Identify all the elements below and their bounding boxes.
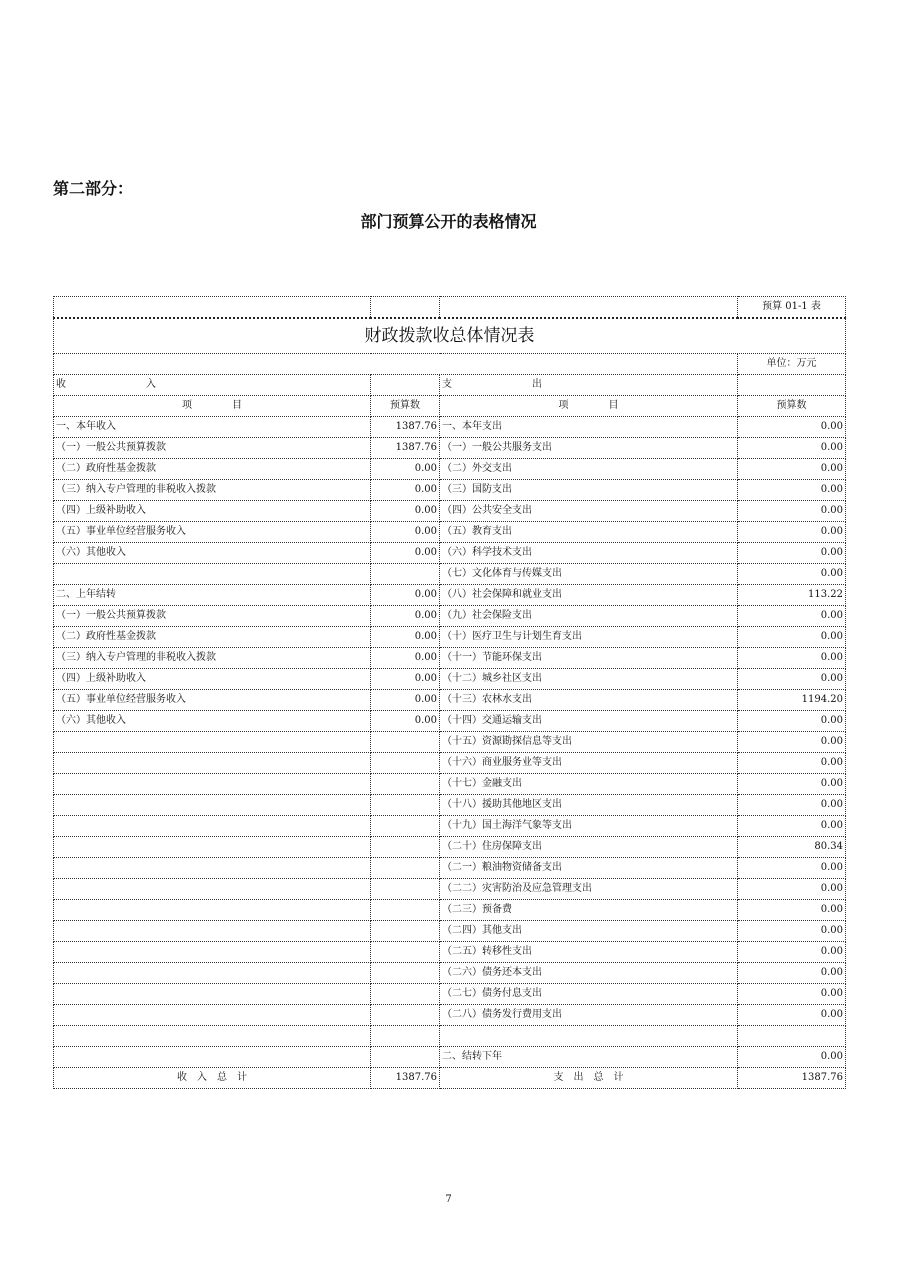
income-item: （四）上级补助收入: [54, 669, 371, 690]
expense-value: 0.00: [738, 1005, 846, 1026]
budget-table-body: [54, 297, 846, 1089]
expense-item: （十八）援助其他地区支出: [440, 795, 738, 816]
income-value: [371, 963, 440, 984]
empty-cell: [371, 297, 440, 319]
income-value: 0.00: [371, 522, 440, 543]
expense-value: 1194.20: [738, 690, 846, 711]
expense-item: （二三）预备费: [440, 900, 738, 921]
table-row: [54, 564, 846, 585]
income-item: （二）政府性基金拨款: [54, 627, 371, 648]
table-row: [54, 984, 846, 1005]
table-row: [54, 648, 846, 669]
expense-item: （十四）交通运输支出: [440, 711, 738, 732]
column-header-row: [54, 396, 846, 417]
table-row: [54, 900, 846, 921]
expense-total-label: 支 出 总 计: [440, 1068, 738, 1089]
total-row: [54, 1068, 846, 1089]
expense-header: 支 出: [440, 375, 738, 396]
empty-cell: [54, 297, 371, 319]
income-header: 收 入: [54, 375, 371, 396]
table-row: [54, 921, 846, 942]
income-value: [371, 879, 440, 900]
income-value: 0.00: [371, 459, 440, 480]
table-row: [54, 795, 846, 816]
table-row: [54, 879, 846, 900]
expense-value: 0.00: [738, 1047, 846, 1068]
unit-row: [54, 354, 846, 375]
expense-value: 0.00: [738, 501, 846, 522]
income-item: （六）其他收入: [54, 543, 371, 564]
expense-value: 0.00: [738, 669, 846, 690]
expense-item: （二）外交支出: [440, 459, 738, 480]
expense-item: （十二）城乡社区支出: [440, 669, 738, 690]
income-value: 0.00: [371, 690, 440, 711]
income-value: [371, 753, 440, 774]
expense-item: （二七）债务付息支出: [440, 984, 738, 1005]
expense-item: （四）公共安全支出: [440, 501, 738, 522]
expense-value: 0.00: [738, 648, 846, 669]
table-row: [54, 690, 846, 711]
empty-cell: [371, 375, 440, 396]
expense-value: 0.00: [738, 984, 846, 1005]
income-value: [371, 1005, 440, 1026]
section-header-row: [54, 375, 846, 396]
expense-value: 0.00: [738, 543, 846, 564]
expense-value: 0.00: [738, 753, 846, 774]
expense-value: 0.00: [738, 963, 846, 984]
income-value: [371, 984, 440, 1005]
income-total-label: 收 入 总 计: [54, 1068, 371, 1089]
income-item: [54, 900, 371, 921]
expense-item: （十三）农林水支出: [440, 690, 738, 711]
table-row: [54, 627, 846, 648]
expense-item: （十一）节能环保支出: [440, 648, 738, 669]
table-row: [54, 816, 846, 837]
income-item: [54, 774, 371, 795]
income-item: （一）一般公共预算拨款: [54, 438, 371, 459]
income-item: [54, 858, 371, 879]
expense-value: 0.00: [738, 816, 846, 837]
table-title: 财政拨款收总体情况表: [54, 318, 846, 354]
expense-total-value: 1387.76: [738, 1068, 846, 1089]
expense-value: 0.00: [738, 480, 846, 501]
income-value: [371, 900, 440, 921]
income-value: 0.00: [371, 606, 440, 627]
table-row: [54, 543, 846, 564]
table-row: [54, 669, 846, 690]
table-row: [54, 774, 846, 795]
table-row: [54, 732, 846, 753]
income-amount-header: 预算数: [371, 396, 440, 417]
expense-item: （七）文化体育与传媒支出: [440, 564, 738, 585]
expense-item: （十）医疗卫生与计划生育支出: [440, 627, 738, 648]
table-row: [54, 438, 846, 459]
income-value: [371, 1047, 440, 1068]
expense-item: （二十）住房保障支出: [440, 837, 738, 858]
income-value: [371, 858, 440, 879]
table-row: [54, 942, 846, 963]
income-item: （三）纳入专户管理的非税收入拨款: [54, 648, 371, 669]
income-item: [54, 564, 371, 585]
expense-value: 0.00: [738, 921, 846, 942]
expense-value: 0.00: [738, 627, 846, 648]
unit-label: 单位：万元: [738, 354, 846, 375]
expense-item: （二八）债务发行费用支出: [440, 1005, 738, 1026]
expense-item: （十七）金融支出: [440, 774, 738, 795]
income-item: [54, 795, 371, 816]
expense-amount-header: 预算数: [738, 396, 846, 417]
income-item: [54, 1026, 371, 1047]
table-row: [54, 417, 846, 438]
income-value: [371, 1026, 440, 1047]
income-item: [54, 984, 371, 1005]
income-value: 1387.76: [371, 438, 440, 459]
table-row: [54, 1047, 846, 1068]
table-row: [54, 459, 846, 480]
table-row: [54, 963, 846, 984]
income-item: （六）其他收入: [54, 711, 371, 732]
expense-value: 113.22: [738, 585, 846, 606]
expense-item: [440, 1026, 738, 1047]
income-value: 0.00: [371, 627, 440, 648]
income-value: [371, 921, 440, 942]
income-item: [54, 753, 371, 774]
budget-table: [53, 296, 846, 1089]
income-item: [54, 921, 371, 942]
expense-item: （五）教育支出: [440, 522, 738, 543]
table-row: [54, 858, 846, 879]
table-row: [54, 606, 846, 627]
expense-value: 0.00: [738, 438, 846, 459]
income-value: [371, 837, 440, 858]
income-item: （五）事业单位经营服务收入: [54, 690, 371, 711]
income-value: 0.00: [371, 501, 440, 522]
income-item-header: 项 目: [54, 396, 371, 417]
income-value: [371, 732, 440, 753]
expense-item: （九）社会保险支出: [440, 606, 738, 627]
expense-value: 0.00: [738, 879, 846, 900]
empty-cell: [738, 375, 846, 396]
income-value: [371, 774, 440, 795]
table-title-row: [54, 318, 846, 354]
income-item: [54, 1047, 371, 1068]
empty-cell: [440, 297, 738, 319]
expense-item: （十五）资源勘探信息等支出: [440, 732, 738, 753]
expense-value: 0.00: [738, 900, 846, 921]
expense-value: 0.00: [738, 606, 846, 627]
expense-item: （六）科学技术支出: [440, 543, 738, 564]
table-code-row: [54, 297, 846, 319]
income-value: 0.00: [371, 711, 440, 732]
table-row: [54, 501, 846, 522]
income-value: 0.00: [371, 669, 440, 690]
income-total-value: 1387.76: [371, 1068, 440, 1089]
table-row: [54, 711, 846, 732]
income-item: [54, 837, 371, 858]
income-item: [54, 879, 371, 900]
table-row: [54, 1005, 846, 1026]
expense-item: （三）国防支出: [440, 480, 738, 501]
income-value: 0.00: [371, 648, 440, 669]
income-item: [54, 963, 371, 984]
income-item: （一）一般公共预算拨款: [54, 606, 371, 627]
income-item: （四）上级补助收入: [54, 501, 371, 522]
expense-value: 0.00: [738, 942, 846, 963]
expense-value: 0.00: [738, 522, 846, 543]
income-item: 二、上年结转: [54, 585, 371, 606]
income-item: [54, 1005, 371, 1026]
table-row: [54, 837, 846, 858]
income-value: 0.00: [371, 543, 440, 564]
expense-item: （二一）粮油物资储备支出: [440, 858, 738, 879]
income-item: 一、本年收入: [54, 417, 371, 438]
expense-item: （八）社会保障和就业支出: [440, 585, 738, 606]
empty-cell: [54, 354, 738, 375]
expense-item: 二、结转下年: [440, 1047, 738, 1068]
expense-item-header: 项 目: [440, 396, 738, 417]
income-item: （三）纳入专户管理的非税收入拨款: [54, 480, 371, 501]
income-item: （二）政府性基金拨款: [54, 459, 371, 480]
income-item: [54, 732, 371, 753]
expense-value: [738, 1026, 846, 1047]
expense-value: 0.00: [738, 858, 846, 879]
income-value: 0.00: [371, 480, 440, 501]
expense-value: 0.00: [738, 417, 846, 438]
income-value: 0.00: [371, 585, 440, 606]
table-row: [54, 522, 846, 543]
income-value: [371, 564, 440, 585]
expense-item: （二二）灾害防治及应急管理支出: [440, 879, 738, 900]
expense-item: （二六）债务还本支出: [440, 963, 738, 984]
expense-value: 80.34: [738, 837, 846, 858]
table-code: 预算 01-1 表: [738, 297, 846, 319]
income-value: 1387.76: [371, 417, 440, 438]
expense-value: 0.00: [738, 564, 846, 585]
table-row: [54, 585, 846, 606]
expense-value: 0.00: [738, 774, 846, 795]
page-number: 7: [445, 1194, 452, 1205]
expense-value: 0.00: [738, 459, 846, 480]
expense-item: （十九）国土海洋气象等支出: [440, 816, 738, 837]
expense-value: 0.00: [738, 732, 846, 753]
expense-value: 0.00: [738, 795, 846, 816]
income-item: （五）事业单位经营服务收入: [54, 522, 371, 543]
part-title: 第二部分：: [53, 179, 134, 198]
expense-item: （一）一般公共服务支出: [440, 438, 738, 459]
income-value: [371, 816, 440, 837]
expense-item: 一、本年支出: [440, 417, 738, 438]
income-value: [371, 795, 440, 816]
income-item: [54, 816, 371, 837]
table-row: [54, 480, 846, 501]
income-value: [371, 942, 440, 963]
table-row: [54, 1026, 846, 1047]
document-title: 部门预算公开的表格情况: [360, 212, 537, 231]
expense-item: （二四）其他支出: [440, 921, 738, 942]
table-row: [54, 753, 846, 774]
income-item: [54, 942, 371, 963]
expense-value: 0.00: [738, 711, 846, 732]
expense-item: （十六）商业服务业等支出: [440, 753, 738, 774]
expense-item: （二五）转移性支出: [440, 942, 738, 963]
